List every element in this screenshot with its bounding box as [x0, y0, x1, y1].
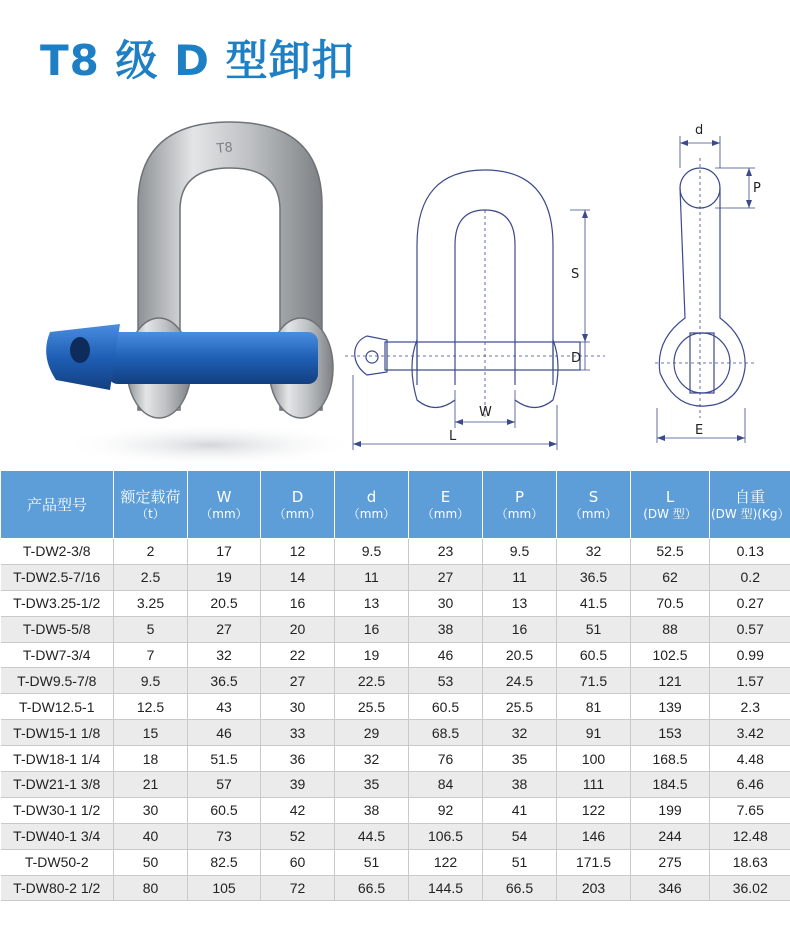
column-header-label: D: [291, 487, 304, 506]
column-header-unit: (DW 型)(Kg）: [711, 506, 790, 521]
table-cell: 29: [335, 720, 409, 746]
table-cell: T-DW30-1 1/2: [1, 797, 114, 823]
label-d-upper: D: [571, 351, 582, 366]
table-cell: 3.25: [114, 590, 188, 616]
table-cell: 32: [188, 642, 261, 668]
table-cell: 22: [261, 642, 335, 668]
table-cell: 0.57: [710, 616, 790, 642]
table-cell: 51: [557, 616, 631, 642]
table-cell: T-DW7-3/4: [1, 642, 114, 668]
table-cell: 275: [631, 849, 710, 875]
table-cell: 30: [261, 694, 335, 720]
table-cell: 14: [261, 564, 335, 590]
table-cell: 38: [483, 772, 557, 798]
column-header-label: S: [588, 487, 599, 506]
table-cell: 9.5: [114, 668, 188, 694]
table-cell: 36.5: [557, 564, 631, 590]
column-header: [557, 471, 631, 539]
front-view-drawing: [345, 150, 610, 455]
table-cell: 27: [409, 564, 483, 590]
label-e: E: [695, 423, 704, 438]
table-cell: 27: [188, 616, 261, 642]
table-cell: 20: [261, 616, 335, 642]
table-cell: 25.5: [483, 694, 557, 720]
table-cell: 13: [483, 590, 557, 616]
table-cell: T-DW40-1 3/4: [1, 823, 114, 849]
table-cell: 20.5: [188, 590, 261, 616]
table-cell: 52.5: [631, 539, 710, 565]
label-w: W: [479, 405, 492, 420]
column-header: [261, 471, 335, 539]
table-cell: 82.5: [188, 849, 261, 875]
table-cell: 199: [631, 797, 710, 823]
table-cell: 346: [631, 875, 710, 901]
table-cell: 146: [557, 823, 631, 849]
table-cell: 0.13: [710, 539, 790, 565]
table-cell: 0.27: [710, 590, 790, 616]
table-cell: 50: [114, 849, 188, 875]
column-header-label: P: [514, 487, 525, 506]
table-row: [1, 668, 790, 694]
table-cell: 32: [483, 720, 557, 746]
table-cell: 30: [409, 590, 483, 616]
column-header-label: 自重: [734, 487, 765, 506]
spec-table: [0, 470, 790, 901]
table-cell: 184.5: [631, 772, 710, 798]
table-row: [1, 797, 790, 823]
column-header-unit: （mm）: [273, 506, 322, 521]
table-cell: 16: [483, 616, 557, 642]
table-cell: 36.02: [710, 875, 790, 901]
table-cell: 244: [631, 823, 710, 849]
table-cell: 57: [188, 772, 261, 798]
table-cell: 12: [261, 539, 335, 565]
table-cell: 0.99: [710, 642, 790, 668]
column-header: [335, 471, 409, 539]
column-header-label: E: [440, 487, 451, 506]
table-cell: 66.5: [483, 875, 557, 901]
table-cell: 88: [631, 616, 710, 642]
table-cell: 33: [261, 720, 335, 746]
table-cell: 139: [631, 694, 710, 720]
column-header-unit: （mm）: [200, 506, 248, 521]
table-cell: 68.5: [409, 720, 483, 746]
table-cell: 53: [409, 668, 483, 694]
table-row: [1, 849, 790, 875]
table-cell: 168.5: [631, 746, 710, 772]
table-cell: T-DW21-1 3/8: [1, 772, 114, 798]
table-cell: 76: [409, 746, 483, 772]
table-cell: 30: [114, 797, 188, 823]
table-cell: 106.5: [409, 823, 483, 849]
table-cell: 11: [483, 564, 557, 590]
table-row: [1, 539, 790, 565]
table-cell: 111: [557, 772, 631, 798]
table-row: [1, 772, 790, 798]
table-cell: 20.5: [483, 642, 557, 668]
table-cell: 5: [114, 616, 188, 642]
screw-pin: [108, 332, 318, 384]
column-header: [631, 471, 710, 539]
table-row: [1, 564, 790, 590]
side-view-drawing: [645, 118, 770, 448]
table-cell: 9.5: [483, 539, 557, 565]
column-header-label: W: [216, 487, 232, 506]
table-cell: 35: [335, 772, 409, 798]
table-row: [1, 746, 790, 772]
table-header-row: [1, 471, 790, 539]
table-cell: T-DW3.25-1/2: [1, 590, 114, 616]
label-p: P: [753, 181, 761, 196]
table-cell: T-DW15-1 1/8: [1, 720, 114, 746]
table-cell: 7.65: [710, 797, 790, 823]
table-cell: 7: [114, 642, 188, 668]
table-cell: 100: [557, 746, 631, 772]
table-cell: 16: [261, 590, 335, 616]
table-cell: 22.5: [335, 668, 409, 694]
table-cell: 1.57: [710, 668, 790, 694]
table-cell: 18: [114, 746, 188, 772]
table-cell: 25.5: [335, 694, 409, 720]
table-cell: 203: [557, 875, 631, 901]
table-cell: 39: [261, 772, 335, 798]
table-cell: 41.5: [557, 590, 631, 616]
table-cell: 46: [409, 642, 483, 668]
table-cell: 43: [188, 694, 261, 720]
table-cell: 60.5: [188, 797, 261, 823]
table-cell: 54: [483, 823, 557, 849]
table-cell: 32: [335, 746, 409, 772]
table-cell: 84: [409, 772, 483, 798]
table-cell: 92: [409, 797, 483, 823]
table-cell: 35: [483, 746, 557, 772]
table-cell: 12.48: [710, 823, 790, 849]
table-cell: 19: [188, 564, 261, 590]
table-cell: 51.5: [188, 746, 261, 772]
table-cell: 70.5: [631, 590, 710, 616]
table-cell: 23: [409, 539, 483, 565]
column-header: [1, 471, 114, 539]
table-cell: 3.42: [710, 720, 790, 746]
column-header-unit: (DW 型）: [643, 506, 697, 521]
table-row: [1, 590, 790, 616]
table-cell: 153: [631, 720, 710, 746]
table-cell: 60: [261, 849, 335, 875]
table-cell: 2: [114, 539, 188, 565]
table-cell: 73: [188, 823, 261, 849]
table-cell: 66.5: [335, 875, 409, 901]
page-title: T8 级 D 型卸扣: [40, 36, 355, 85]
table-cell: 0.2: [710, 564, 790, 590]
column-header-unit: （mm）: [569, 506, 618, 521]
table-cell: 51: [483, 849, 557, 875]
table-cell: 9.5: [335, 539, 409, 565]
column-header-label: 额定载荷: [120, 487, 181, 506]
table-cell: 121: [631, 668, 710, 694]
table-cell: 71.5: [557, 668, 631, 694]
table-cell: 60.5: [409, 694, 483, 720]
label-d-lower: d: [695, 123, 704, 138]
table-cell: 72: [261, 875, 335, 901]
table-cell: 44.5: [335, 823, 409, 849]
table-cell: T-DW18-1 1/4: [1, 746, 114, 772]
table-cell: 15: [114, 720, 188, 746]
column-header-unit: （mm）: [421, 506, 470, 521]
table-cell: 18.63: [710, 849, 790, 875]
table-cell: 171.5: [557, 849, 631, 875]
table-cell: 17: [188, 539, 261, 565]
table-cell: 105: [188, 875, 261, 901]
table-cell: T-DW50-2: [1, 849, 114, 875]
label-s: S: [571, 267, 580, 282]
table-cell: 19: [335, 642, 409, 668]
table-row: [1, 875, 790, 901]
table-cell: 21: [114, 772, 188, 798]
table-row: [1, 720, 790, 746]
table-body: [1, 539, 790, 901]
table-cell: 60.5: [557, 642, 631, 668]
table-cell: 52: [261, 823, 335, 849]
table-cell: T-DW2.5-7/16: [1, 564, 114, 590]
column-header: [409, 471, 483, 539]
table-cell: 51: [335, 849, 409, 875]
table-cell: 38: [335, 797, 409, 823]
column-header-label: d: [366, 487, 377, 506]
table-cell: T-DW80-2 1/2: [1, 875, 114, 901]
table-cell: T-DW5-5/8: [1, 616, 114, 642]
table-cell: 42: [261, 797, 335, 823]
table-cell: 6.46: [710, 772, 790, 798]
table-cell: 62: [631, 564, 710, 590]
table-cell: 91: [557, 720, 631, 746]
table-cell: T-DW2-3/8: [1, 539, 114, 565]
column-header-unit: （mm）: [495, 506, 544, 521]
table-cell: 81: [557, 694, 631, 720]
table-cell: 32: [557, 539, 631, 565]
table-cell: 36.5: [188, 668, 261, 694]
table-row: [1, 642, 790, 668]
table-cell: 2.5: [114, 564, 188, 590]
table-cell: 11: [335, 564, 409, 590]
shackle-photo: [30, 110, 350, 470]
column-header: [710, 471, 790, 539]
column-header-unit: （t）: [136, 506, 165, 521]
table-cell: T-DW12.5-1: [1, 694, 114, 720]
table-row: [1, 694, 790, 720]
table-cell: 16: [335, 616, 409, 642]
label-l: L: [449, 429, 457, 444]
column-header-label: 产品型号: [26, 495, 87, 514]
column-header: [114, 471, 188, 539]
table-cell: 122: [557, 797, 631, 823]
table-cell: 13: [335, 590, 409, 616]
table-cell: 4.48: [710, 746, 790, 772]
table-cell: 102.5: [631, 642, 710, 668]
table-cell: 144.5: [409, 875, 483, 901]
table-row: [1, 616, 790, 642]
marking: T8: [215, 140, 234, 157]
table-cell: 12.5: [114, 694, 188, 720]
table-cell: T-DW9.5-7/8: [1, 668, 114, 694]
table-cell: 27: [261, 668, 335, 694]
table-cell: 38: [409, 616, 483, 642]
table-cell: 46: [188, 720, 261, 746]
column-header-unit: （mm）: [347, 506, 396, 521]
table-row: [1, 823, 790, 849]
table-cell: 36: [261, 746, 335, 772]
table-cell: 24.5: [483, 668, 557, 694]
table-cell: 41: [483, 797, 557, 823]
table-cell: 2.3: [710, 694, 790, 720]
column-header-label: L: [665, 487, 675, 506]
column-header: [188, 471, 261, 539]
column-header: [483, 471, 557, 539]
table-cell: 40: [114, 823, 188, 849]
table-cell: 80: [114, 875, 188, 901]
table-cell: 122: [409, 849, 483, 875]
